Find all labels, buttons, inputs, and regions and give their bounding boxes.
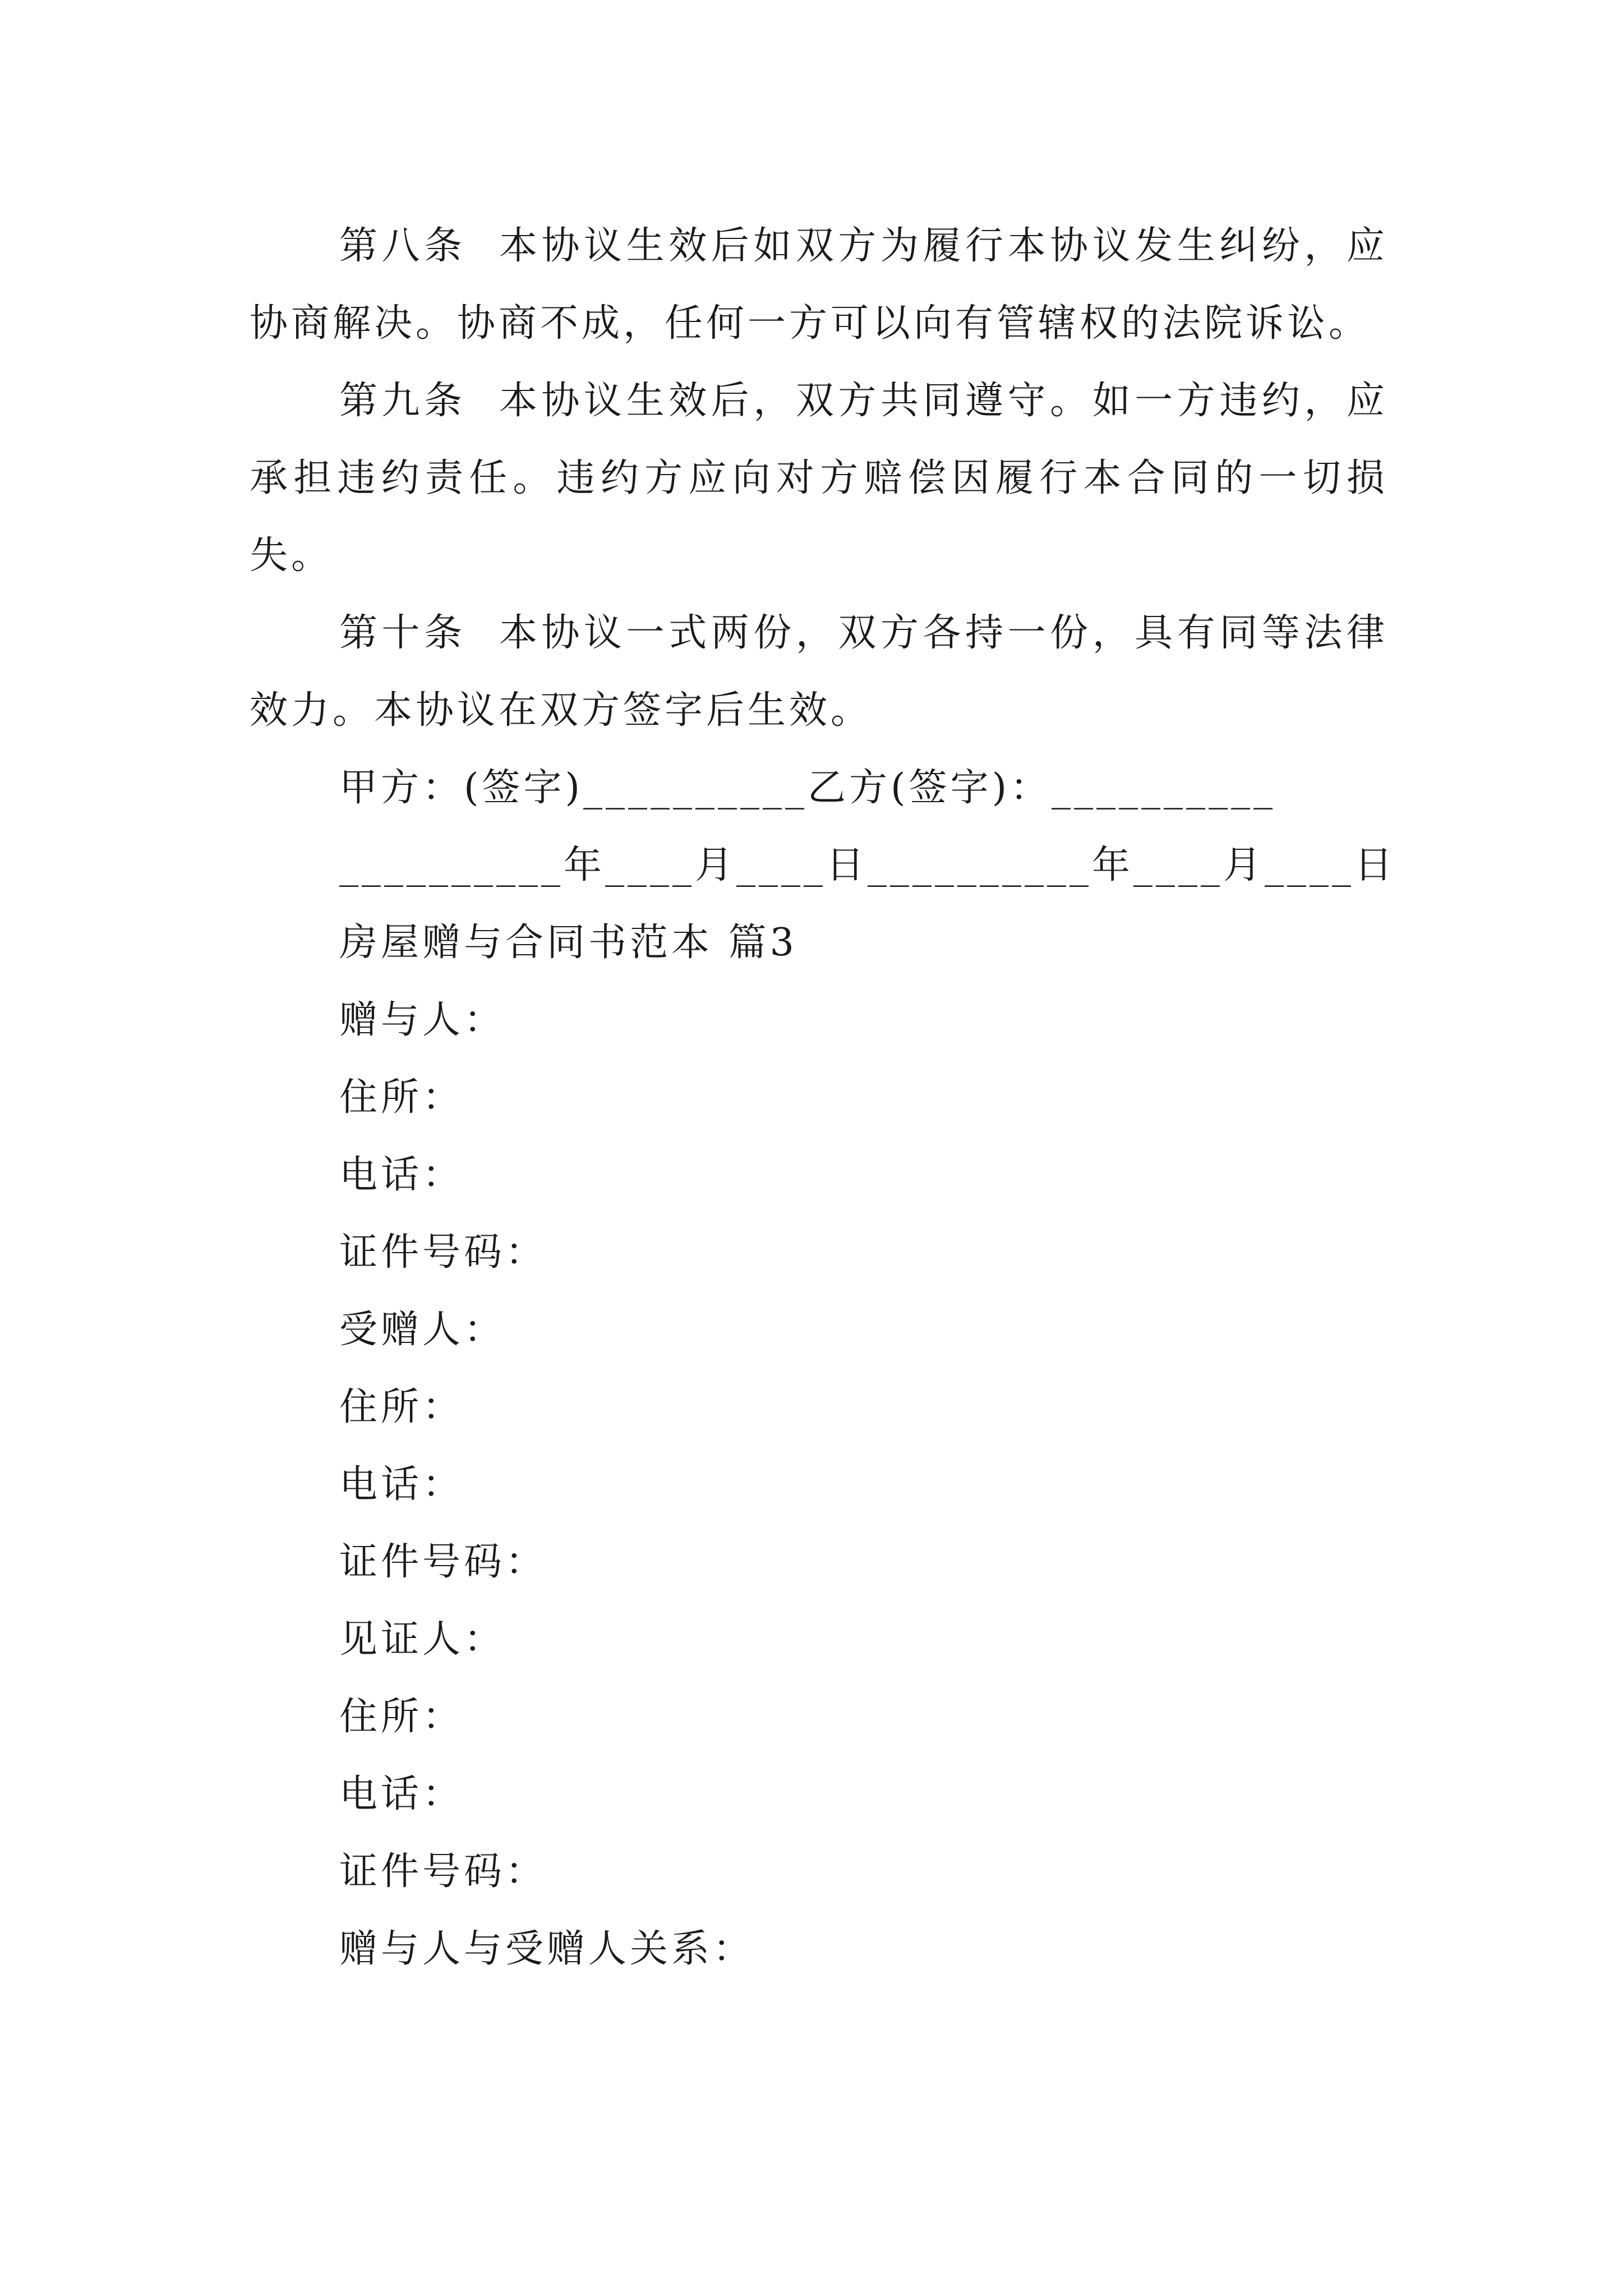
field-witness-address: 住所：	[339, 1695, 464, 1739]
section-title: 房屋赠与合同书范本 篇3	[339, 921, 797, 965]
article-9	[250, 362, 1388, 595]
article-8-text: 本协议生效后如双方为履行本协议发生纠纷，应协商解决。协商不成，任何一方可以向有管辖权的法院诉讼。	[250, 224, 1388, 346]
field-witness-phone: 电话：	[339, 1772, 464, 1816]
field-donee: 受赠人：	[339, 1308, 506, 1352]
field-donor-id-number: 证件号码：	[339, 1230, 547, 1274]
article-9-label: 第九条	[339, 379, 467, 423]
field-donee-phone: 电话：	[339, 1462, 464, 1507]
field-relationship: 赠与人与受赠人关系：	[339, 1927, 755, 1971]
article-10-label: 第十条	[339, 611, 467, 655]
field-donee-address: 住所：	[339, 1385, 464, 1429]
field-witness-id-number: 证件号码：	[339, 1849, 547, 1894]
article-8-label: 第八条	[339, 224, 467, 268]
signature-line: 甲方：(签字)__________乙方(签字)：__________	[339, 766, 1276, 810]
article-8	[250, 208, 1388, 362]
field-donor-address: 住所：	[339, 1075, 464, 1120]
field-witness: 见证人：	[339, 1617, 506, 1662]
field-donor: 赠与人：	[339, 998, 506, 1042]
field-donee-id-number: 证件号码：	[339, 1540, 547, 1584]
date-line: __________年____月____日__________年____月____日	[339, 843, 1396, 887]
article-10	[250, 595, 1388, 749]
document-body	[250, 208, 1396, 1988]
field-donor-phone: 电话：	[339, 1153, 464, 1197]
article-9-text: 本协议生效后，双方共同遵守。如一方违约，应承担违约责任。违约方应向对方赔偿因履行本合同的一切损失。	[250, 379, 1388, 578]
article-10-text: 本协议一式两份，双方各持一份，具有同等法律效力。本协议在双方签字后生效。	[250, 611, 1388, 733]
